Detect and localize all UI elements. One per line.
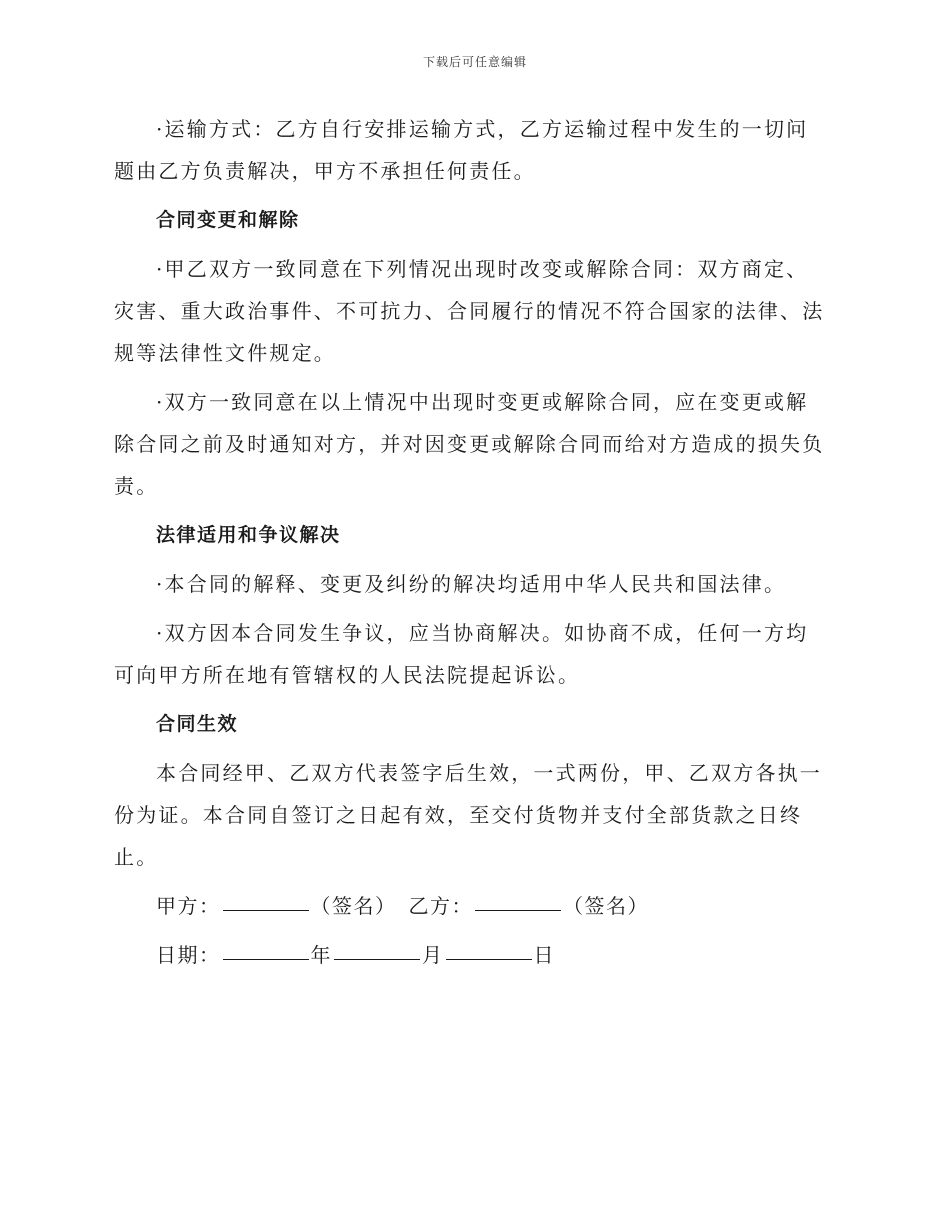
- year-label: 年: [310, 943, 332, 967]
- party-b-sign-note: （签名）: [563, 894, 649, 918]
- page-header-note: 下载后可任意编辑: [422, 55, 527, 69]
- date-line: [156, 934, 830, 976]
- change-clause-1: ·甲乙双方一致同意在下列情况出现时改变或解除合同：双方商定、灾害、重大政治事件、不可抗力、合同履行的情况不符合国家的法律、法规等法律性文件规定。: [114, 257, 825, 365]
- change-clause-2: ·双方一致同意在以上情况中出现时变更或解除合同，应在变更或解除合同之前及时通知对方，并对因变更或解除合同而给对方造成的损失负责。: [114, 390, 825, 498]
- date-label: 日期：: [156, 943, 221, 967]
- month-blank: [334, 958, 420, 960]
- month-label: 月: [422, 943, 444, 967]
- party-a-label: 甲方：: [156, 894, 221, 918]
- year-blank: [223, 958, 309, 960]
- law-clause-2: ·双方因本合同发生争议，应当协商解决。如协商不成，任何一方均可向甲方所在地有管辖权的人民法院提起诉讼。: [114, 621, 809, 687]
- transport-clause: ·运输方式：乙方自行安排运输方式，乙方运输过程中发生的一切问题由乙方负责解决，甲方不承担任何责任。: [114, 117, 809, 183]
- party-b-label: 乙方：: [408, 894, 473, 918]
- change-section-heading: 合同变更和解除: [156, 209, 300, 231]
- law-section-heading: 法律适用和争议解决: [156, 524, 341, 546]
- party-a-sign-note: （签名）: [310, 894, 397, 918]
- day-label: 日: [533, 943, 555, 967]
- signature-line: [156, 885, 830, 927]
- document-body: [114, 108, 830, 983]
- law-clause-1: ·本合同的解释、变更及纠纷的解决均适用中华人民共和国法律。: [156, 572, 787, 596]
- day-blank: [446, 958, 532, 960]
- effect-clause: 本合同经甲、乙双方代表签字后生效，一式两份，甲、乙双方各执一份为证。本合同自签订之日起有效，至交付货物并支付全部货款之日终止。: [114, 761, 822, 869]
- party-b-signature-blank: [475, 909, 561, 911]
- effect-section-heading: 合同生效: [156, 713, 239, 735]
- party-a-signature-blank: [223, 909, 309, 911]
